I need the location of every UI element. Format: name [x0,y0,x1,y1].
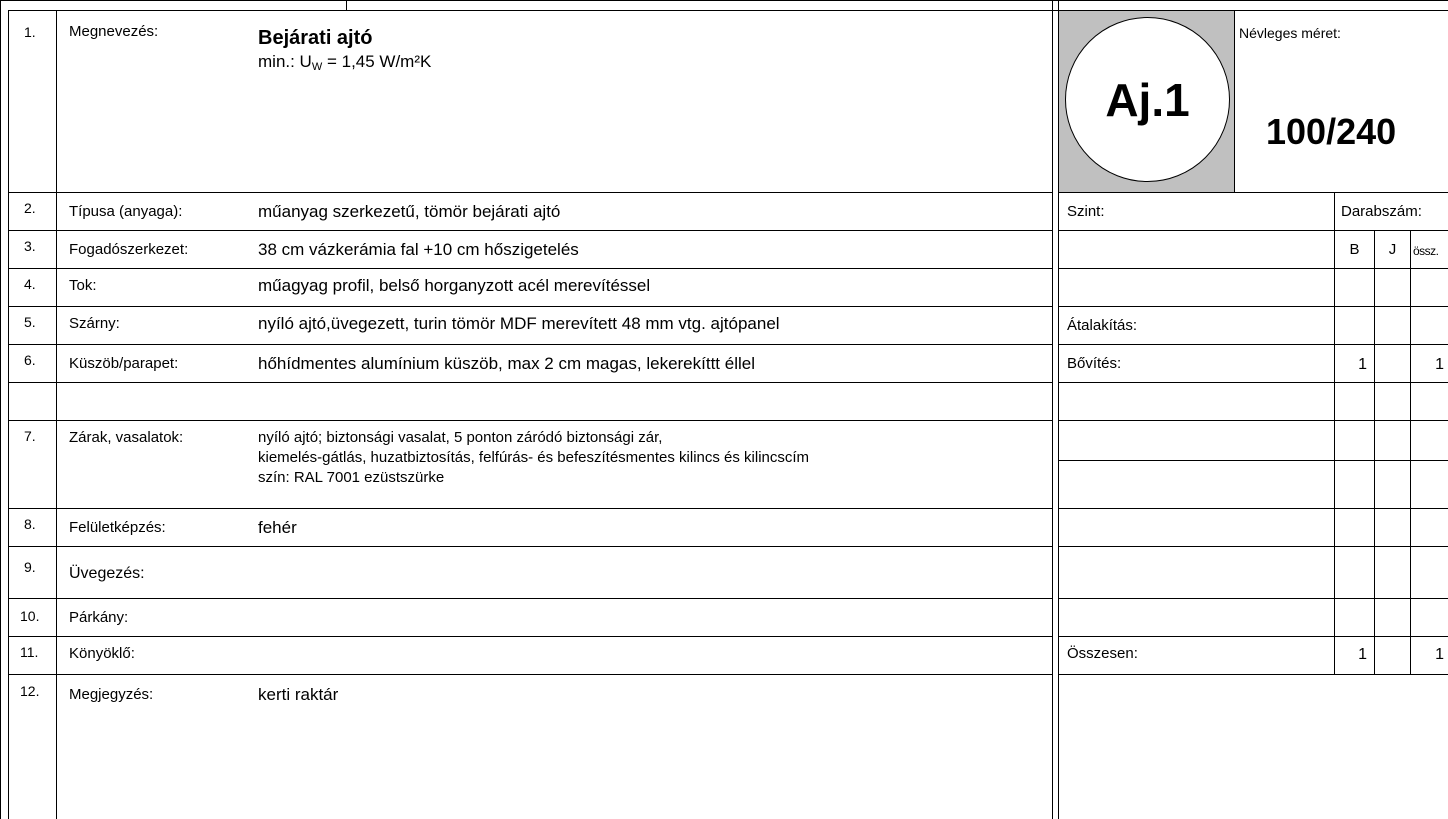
row-label: Küszöb/parapet: [69,355,179,372]
row-number: 8. [24,516,36,532]
qty-total: 1 [1435,356,1444,373]
row-label: Párkány: [69,609,129,626]
row-label: Tok: [69,277,97,294]
row-value: kerti raktár [258,685,339,704]
row-number: 10. [20,608,40,624]
qty-row-label: Összesen: [1067,645,1138,662]
door-code: Aj.1 [1105,74,1190,126]
row-number: 1. [24,24,36,40]
row-label: Szárny: [69,315,120,332]
row-number: 12. [20,683,40,699]
qty-total: 1 [1435,646,1444,663]
row-label: Típusa (anyaga): [69,203,183,220]
row-value: műanyag szerkezetű, tömör bejárati ajtó [258,202,561,221]
row-value: 38 cm vázkerámia fal +10 cm hőszigetelés [258,240,579,259]
row-number: 9. [24,559,36,575]
col-header-j: J [1388,241,1397,258]
row-value: fehér [258,518,297,537]
row-number: 7. [24,428,36,444]
uw-value: min.: $U_W = 1,45$ W/m²K [258,52,432,73]
row-value-line: szín: RAL 7001 ezüstszürke [258,469,445,486]
qty-b: 1 [1358,646,1367,663]
nominal-size-label: Névleges méret: [1239,25,1341,41]
door-symbol-circle [1065,17,1230,182]
row-label: Megjegyzés: [69,686,154,703]
row-label: Fogadószerkezet: [69,241,189,258]
row-value-line: kiemelés-gátlás, huzatbiztosítás, felfúrás- és befeszítésmentes kilincs és kilincscím [258,449,810,466]
row-number: 3. [24,238,36,254]
row-value-line: nyíló ajtó; biztonsági vasalat, 5 ponton záródó biztonsági zár, [258,429,663,446]
row-number: 11. [20,644,39,660]
nominal-size-value: 100/240 [1266,111,1397,152]
row-number: 2. [24,200,36,216]
count-label: Darabszám: [1341,203,1422,220]
col-header-total: össz. [1413,244,1439,258]
row-number: 5. [24,314,36,330]
row-label: Zárak, vasalatok: [69,429,184,446]
row-label: Megnevezés: [69,23,159,40]
row-value: nyíló ajtó,üvegezett, turin tömör MDF merevített 48 mm vtg. ajtópanel [258,314,780,333]
level-label: Szint: [1067,203,1105,220]
row-number: 6. [24,352,36,368]
row-value: hőhídmentes alumínium küszöb, max 2 cm magas, lekerekíttt éllel [258,354,755,373]
row-label: Könyöklő: [69,645,135,662]
door-symbol-box [1059,11,1234,192]
item-name: Bejárati ajtó [258,27,373,49]
col-header-b: B [1349,241,1360,258]
row-value: műagyag profil, belső horganyzott acél merevítéssel [258,276,651,295]
qty-row-label: Átalakítás: [1067,317,1138,334]
row-label: Üvegezés: [69,565,145,582]
qty-row-label: Bővítés: [1067,355,1122,372]
row-label: Felületképzés: [69,519,166,536]
qty-b: 1 [1358,356,1367,373]
row-number: 4. [24,276,36,292]
